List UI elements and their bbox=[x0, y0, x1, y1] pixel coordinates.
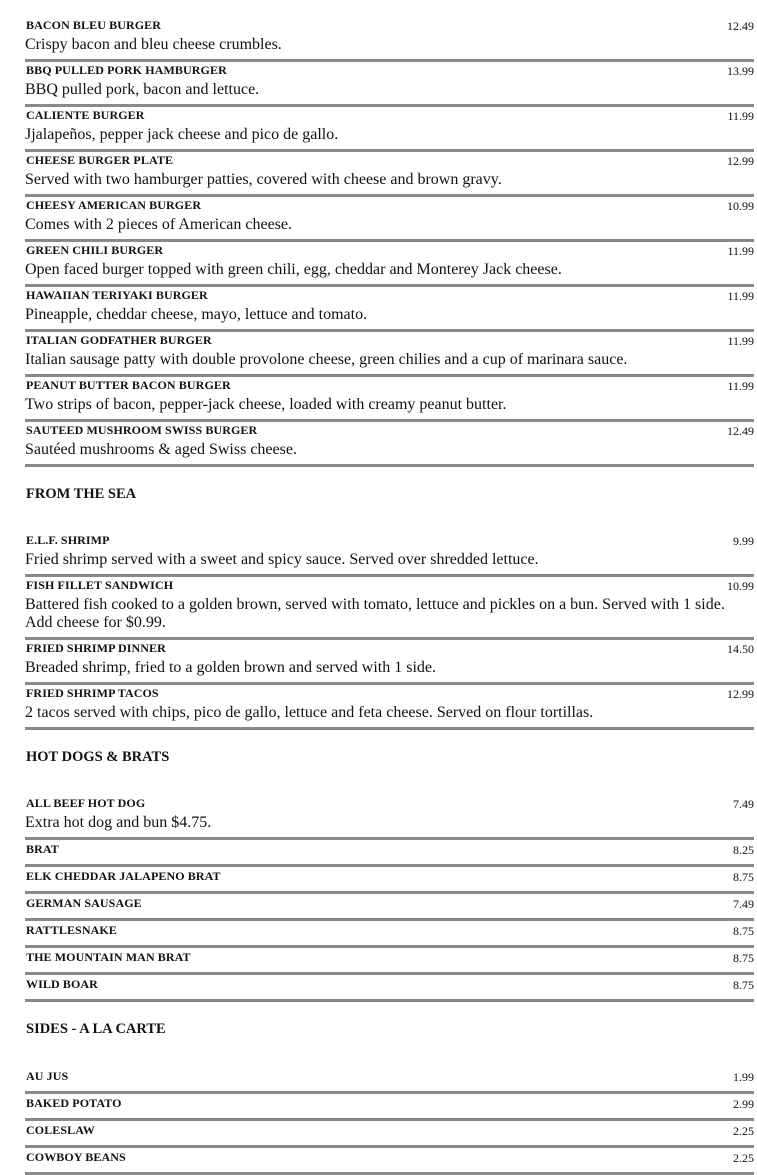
menu-item-coleslaw bbox=[25, 1121, 754, 1148]
item-description: Pineapple, cheddar cheese, mayo, lettuce and tomato. bbox=[25, 306, 368, 323]
item-description: Open faced burger topped with green chili, egg, cheddar and Monterey Jack cheese. bbox=[25, 261, 562, 278]
item-price: 2.25 bbox=[733, 1151, 754, 1165]
menu-item-e-l-f-shrimp bbox=[25, 532, 754, 577]
item-price: 8.75 bbox=[733, 978, 754, 992]
item-name: FISH FILLET SANDWICH bbox=[26, 578, 174, 592]
menu-item-bbq-pulled-pork-hamburger bbox=[25, 62, 754, 107]
section-title-hot-dogs-brats: HOT DOGS & BRATS bbox=[26, 749, 170, 765]
item-name: GREEN CHILI BURGER bbox=[26, 243, 164, 257]
item-price: 8.75 bbox=[733, 924, 754, 938]
item-name: PEANUT BUTTER BACON BURGER bbox=[26, 378, 231, 392]
item-name: E.L.F. SHRIMP bbox=[26, 533, 110, 547]
item-price: 7.49 bbox=[733, 797, 754, 811]
menu-item-cheesy-american-burger bbox=[25, 197, 754, 242]
item-price: 7.49 bbox=[733, 897, 754, 911]
item-name: RATTLESNAKE bbox=[26, 923, 117, 937]
item-name: AU JUS bbox=[26, 1069, 69, 1083]
item-description: Sautéed mushrooms & aged Swiss cheese. bbox=[25, 441, 297, 458]
menu-item-sauteed-mushroom-swiss-burger bbox=[25, 422, 754, 467]
item-description: Italian sausage patty with double provolone cheese, green chilies and a cup of marinara sauce. bbox=[25, 351, 628, 368]
section-title-sides: SIDES - A LA CARTE bbox=[26, 1021, 166, 1037]
menu-item-brat bbox=[25, 840, 754, 867]
menu-item-bacon-bleu-burger bbox=[25, 17, 754, 62]
menu-item-fish-fillet-sandwich bbox=[25, 577, 754, 640]
menu-item-cowboy-beans bbox=[25, 1148, 754, 1175]
item-price: 11.99 bbox=[727, 109, 754, 123]
item-name: ALL BEEF HOT DOG bbox=[26, 796, 146, 810]
menu-item-all-beef-hot-dog bbox=[25, 795, 754, 840]
menu-item-fried-shrimp-dinner bbox=[25, 640, 754, 685]
item-price: 11.99 bbox=[727, 334, 754, 348]
item-description: 2 tacos served with chips, pico de gallo, lettuce and feta cheese. Served on flour tortillas. bbox=[25, 704, 594, 721]
item-name: ELK CHEDDAR JALAPENO BRAT bbox=[26, 869, 221, 883]
menu-item-wild-boar bbox=[25, 975, 754, 1002]
section-title-from-the-sea: FROM THE SEA bbox=[26, 486, 137, 502]
item-price: 2.25 bbox=[733, 1124, 754, 1138]
item-description: Two strips of bacon, pepper-jack cheese, loaded with creamy peanut butter. bbox=[25, 396, 507, 413]
item-name: CHEESY AMERICAN BURGER bbox=[26, 198, 202, 212]
menu-item-caliente-burger bbox=[25, 107, 754, 152]
item-description: BBQ pulled pork, bacon and lettuce. bbox=[25, 81, 260, 98]
item-price: 8.75 bbox=[733, 870, 754, 884]
item-price: 12.99 bbox=[727, 687, 754, 701]
item-description: Comes with 2 pieces of American cheese. bbox=[25, 216, 293, 233]
item-name: FRIED SHRIMP DINNER bbox=[26, 641, 166, 655]
menu-item-rattlesnake bbox=[25, 921, 754, 948]
item-price: 14.50 bbox=[727, 642, 754, 656]
item-description: Served with two hamburger patties, covered with cheese and brown gravy. bbox=[25, 171, 502, 188]
item-price: 12.49 bbox=[727, 424, 754, 438]
item-description: Fried shrimp served with a sweet and spicy sauce. Served over shredded lettuce. bbox=[25, 551, 539, 568]
menu-item-peanut-butter-bacon-burger bbox=[25, 377, 754, 422]
menu-item-italian-godfather-burger bbox=[25, 332, 754, 377]
item-price: 10.99 bbox=[727, 199, 754, 213]
item-name: SAUTEED MUSHROOM SWISS BURGER bbox=[26, 423, 258, 437]
menu-item-cheese-burger-plate bbox=[25, 152, 754, 197]
item-price: 12.99 bbox=[727, 154, 754, 168]
item-price: 11.99 bbox=[727, 244, 754, 258]
item-price: 12.49 bbox=[727, 19, 754, 33]
menu-item-hawaiian-teriyaki-burger bbox=[25, 287, 754, 332]
menu-item-green-chili-burger bbox=[25, 242, 754, 287]
item-price: 11.99 bbox=[727, 289, 754, 303]
item-price: 13.99 bbox=[727, 64, 754, 78]
menu-item-elk-cheddar-jalapeno-brat bbox=[25, 867, 754, 894]
item-name: BBQ PULLED PORK HAMBURGER bbox=[26, 63, 227, 77]
item-name: CHEESE BURGER PLATE bbox=[26, 153, 174, 167]
item-name: WILD BOAR bbox=[26, 977, 98, 991]
menu-item-baked-potato bbox=[25, 1094, 754, 1121]
item-price: 9.99 bbox=[733, 534, 754, 548]
item-price: 8.25 bbox=[733, 843, 754, 857]
item-name: FRIED SHRIMP TACOS bbox=[26, 686, 159, 700]
item-name: COLESLAW bbox=[26, 1123, 95, 1137]
menu-item-the-mountain-man-brat bbox=[25, 948, 754, 975]
item-name: GERMAN SAUSAGE bbox=[26, 896, 142, 910]
item-price: 8.75 bbox=[733, 951, 754, 965]
item-name: BACON BLEU BURGER bbox=[26, 18, 162, 32]
item-description: Jjalapeños, pepper jack cheese and pico de gallo. bbox=[25, 126, 339, 143]
item-name: COWBOY BEANS bbox=[26, 1150, 126, 1164]
item-description: Extra hot dog and bun $4.75. bbox=[25, 814, 212, 831]
menu-item-german-sausage bbox=[25, 894, 754, 921]
item-price: 11.99 bbox=[727, 379, 754, 393]
item-name: CALIENTE BURGER bbox=[26, 108, 145, 122]
item-name: BAKED POTATO bbox=[26, 1096, 122, 1110]
item-name: THE MOUNTAIN MAN BRAT bbox=[26, 950, 191, 964]
item-price: 10.99 bbox=[727, 579, 754, 593]
item-price: 2.99 bbox=[733, 1097, 754, 1111]
item-description: Breaded shrimp, fried to a golden brown and served with 1 side. bbox=[25, 659, 437, 676]
item-description: Battered fish cooked to a golden brown, served with tomato, lettuce and pickles on a bun. Served with 1 side. Add cheese for $0.99. bbox=[25, 596, 725, 631]
menu-item-au-jus bbox=[25, 1067, 754, 1094]
item-name: HAWAIIAN TERIYAKI BURGER bbox=[26, 288, 208, 302]
item-description: Crispy bacon and bleu cheese crumbles. bbox=[25, 36, 282, 53]
item-price: 1.99 bbox=[733, 1070, 754, 1084]
item-name: BRAT bbox=[26, 842, 59, 856]
menu-item-fried-shrimp-tacos bbox=[25, 685, 754, 730]
item-name: ITALIAN GODFATHER BURGER bbox=[26, 333, 212, 347]
